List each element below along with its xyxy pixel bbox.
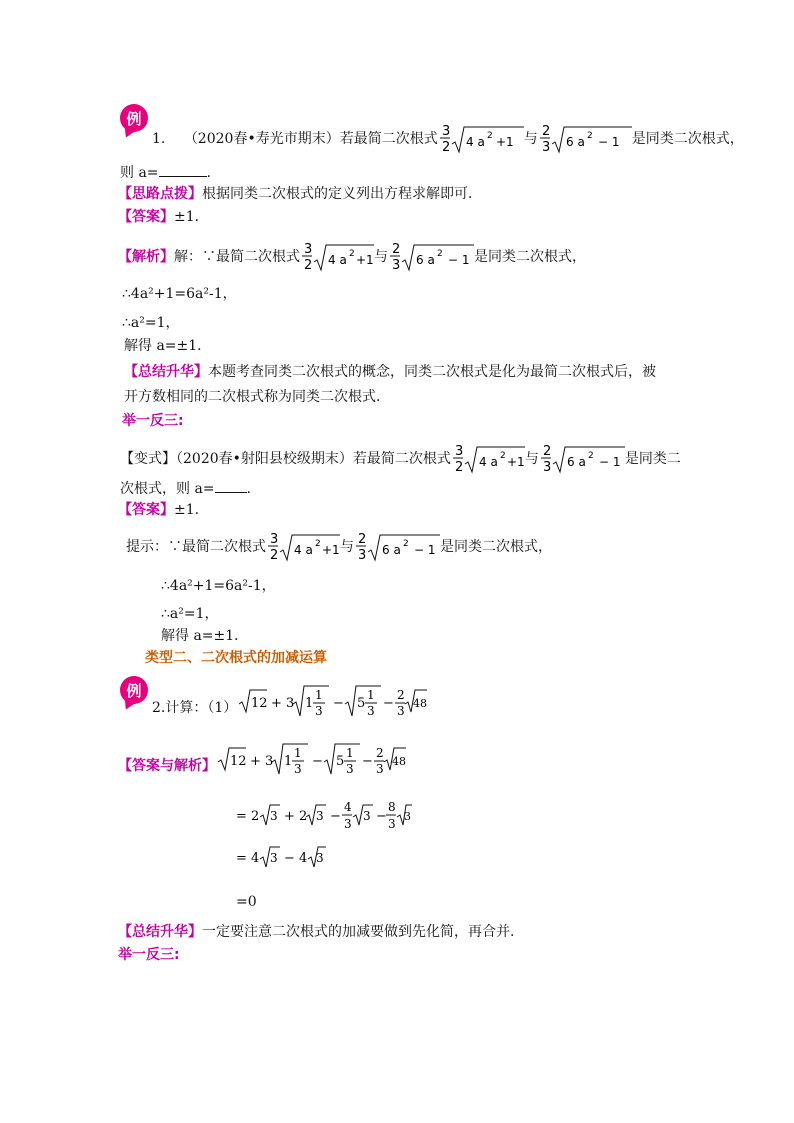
svg-text:48: 48 <box>413 697 428 710</box>
svg-text:12: 12 <box>230 754 247 769</box>
answer-blank[interactable] <box>159 162 207 177</box>
question-text: 若最简二次根式 <box>339 131 438 147</box>
question-text-end: 是同类二次根式， <box>631 131 744 147</box>
svg-text:4 a: 4 a <box>478 455 498 469</box>
expression-compute <box>216 740 406 780</box>
conj-and: 与 <box>374 249 388 265</box>
svg-text:3: 3 <box>294 762 302 776</box>
answer-tag: 【答案】 <box>118 209 174 225</box>
svg-text:2: 2 <box>392 242 401 257</box>
svg-text:2: 2 <box>270 548 279 563</box>
example-badge: 例 <box>120 104 148 132</box>
solution-step-3: 解得 a=±1． <box>124 338 212 354</box>
svg-text:3: 3 <box>367 704 375 718</box>
svg-text:8: 8 <box>388 800 396 814</box>
period: . <box>206 165 211 181</box>
summary-2-tag: 【总结升华】 <box>118 924 202 940</box>
svg-text:2: 2 <box>304 258 313 273</box>
summary-tag: 【总结升华】 <box>124 364 208 380</box>
expression-step-b <box>236 840 326 874</box>
step-c: =0 <box>236 894 257 910</box>
svg-text:3: 3 <box>316 851 324 865</box>
svg-text:= 4: = 4 <box>236 851 260 866</box>
period: . <box>246 481 251 497</box>
svg-text:−: − <box>330 809 341 824</box>
svg-text:−: − <box>312 754 323 769</box>
summary-line-1 <box>124 362 656 382</box>
svg-text:3: 3 <box>454 444 464 459</box>
tip-step-2: ∴a²=1， <box>161 606 219 622</box>
answer-text: ±1． <box>174 209 209 225</box>
svg-text:−: − <box>362 754 373 769</box>
svg-text:3: 3 <box>404 810 411 823</box>
hint-tag: 【思路点拨】 <box>118 186 202 202</box>
expression-step-a <box>236 795 412 835</box>
tip-text-end: 是同类二次根式， <box>440 539 552 555</box>
svg-text:2: 2 <box>403 539 409 549</box>
answer-line <box>118 207 209 227</box>
radical-expression-b <box>354 530 440 564</box>
solution-line <box>118 240 586 274</box>
svg-text:48: 48 <box>392 755 406 768</box>
solution-tag: 【解析】 <box>118 249 174 265</box>
practice-heading-2: 举一反三: <box>118 947 180 963</box>
svg-text:−: − <box>383 696 395 711</box>
svg-text:− 1: − 1 <box>414 543 436 557</box>
tip-text: 提示：∵最简二次根式 <box>126 539 266 555</box>
svg-text:6 a: 6 a <box>565 135 585 149</box>
svg-text:+ 2: + 2 <box>284 809 308 824</box>
svg-text:4 a: 4 a <box>294 543 313 557</box>
svg-text:4: 4 <box>344 800 352 814</box>
summary-2-line <box>118 922 514 942</box>
svg-text:−: − <box>376 809 387 824</box>
svg-text:2: 2 <box>499 451 506 461</box>
svg-text:3: 3 <box>363 809 371 823</box>
summary-line-2: 开方数相同的二次根式称为同类二次根式． <box>124 389 390 405</box>
variant-source: （2020春•射阳县校级期末） <box>176 451 353 467</box>
svg-text:2: 2 <box>349 249 355 259</box>
conj-and: 与 <box>340 539 354 555</box>
step-a <box>236 795 412 835</box>
svg-text:6 a: 6 a <box>416 253 435 267</box>
hint-line <box>118 184 482 204</box>
svg-text:2: 2 <box>315 539 321 549</box>
variant-text-end: 是同类二 <box>624 451 681 467</box>
variant-answer-blank[interactable] <box>215 478 247 493</box>
radical-expression-b <box>539 442 625 476</box>
radical-expression-a <box>300 240 374 274</box>
svg-text:3: 3 <box>358 548 367 563</box>
svg-text:2: 2 <box>486 131 493 141</box>
svg-text:1: 1 <box>284 754 293 769</box>
svg-text:1: 1 <box>294 746 302 760</box>
svg-text:2: 2 <box>397 688 405 702</box>
summary-text: 本题考查同类二次根式的概念，同类二次根式是化为最简二次根式后，被 <box>208 364 656 380</box>
svg-text:3: 3 <box>304 242 313 257</box>
svg-text:2: 2 <box>358 532 367 547</box>
svg-text:+1: +1 <box>356 253 374 267</box>
practice-heading: 举一反三: <box>122 413 184 429</box>
svg-text:3: 3 <box>270 851 278 865</box>
svg-text:3: 3 <box>270 809 278 823</box>
hint-text: 根据同类二次根式的定义列出方程求解即可． <box>202 186 482 202</box>
svg-text:= 2: = 2 <box>236 809 260 824</box>
svg-text:2: 2 <box>454 460 464 475</box>
svg-text:+ 3: + 3 <box>250 754 274 769</box>
conj-and: 与 <box>523 131 538 147</box>
svg-text:+ 3: + 3 <box>271 696 295 711</box>
question-line <box>152 122 744 156</box>
svg-text:3: 3 <box>541 140 550 155</box>
variant-answer-line <box>118 500 199 520</box>
svg-text:2: 2 <box>587 451 594 461</box>
section-heading: 类型二、二次根式的加减运算 <box>145 650 327 666</box>
solution-text: 解：∵最简二次根式 <box>174 249 300 265</box>
svg-text:+1: +1 <box>322 543 340 557</box>
question-line-2 <box>120 162 211 183</box>
svg-text:3: 3 <box>397 704 405 718</box>
svg-text:3: 3 <box>316 809 324 823</box>
variant-line <box>120 442 681 476</box>
svg-text:2: 2 <box>437 249 443 259</box>
svg-text:1: 1 <box>367 688 375 702</box>
expression-compute <box>237 682 427 722</box>
svg-text:3: 3 <box>315 704 323 718</box>
variant-answer-text: ±1. <box>174 502 200 518</box>
question-2-label: 2.计算：（1） <box>152 700 238 716</box>
svg-text:+1: +1 <box>506 455 525 469</box>
tip-line <box>126 530 552 564</box>
radical-expression-b <box>538 122 632 156</box>
variant-text: 若最简二次根式 <box>352 451 451 467</box>
svg-text:3: 3 <box>270 532 279 547</box>
solution-text-end: 是同类二次根式， <box>474 249 586 265</box>
summary-2-text: 一定要注意二次根式的加减要做到先化简，再合并. <box>202 924 515 940</box>
svg-text:5: 5 <box>357 696 366 711</box>
svg-text:12: 12 <box>251 696 268 711</box>
svg-text:3: 3 <box>376 762 384 776</box>
tip-step-3: 解得 a=±1． <box>161 628 249 644</box>
svg-text:1: 1 <box>305 696 314 711</box>
answer-analysis-tag: 【答案与解析】 <box>118 758 216 774</box>
svg-text:2: 2 <box>441 140 450 155</box>
tip-step-1: ∴4a²+1=6a²-1， <box>161 578 276 594</box>
example-badge: 例 <box>120 676 148 704</box>
svg-text:2: 2 <box>542 444 552 459</box>
variant-prompt: 次根式，则 a= <box>120 481 215 497</box>
svg-text:3: 3 <box>542 460 552 475</box>
radical-expression-a <box>266 530 340 564</box>
variant-line-2 <box>120 478 251 499</box>
svg-text:3: 3 <box>346 762 354 776</box>
svg-text:− 1: − 1 <box>448 253 470 267</box>
svg-text:4 a: 4 a <box>328 253 347 267</box>
svg-text:1: 1 <box>346 746 354 760</box>
svg-text:3: 3 <box>344 817 352 831</box>
radical-expression-a <box>451 442 525 476</box>
svg-text:2: 2 <box>541 124 550 139</box>
svg-text:2: 2 <box>586 131 593 141</box>
step-b <box>236 840 326 874</box>
svg-text:2: 2 <box>376 746 384 760</box>
svg-text:6 a: 6 a <box>566 455 586 469</box>
svg-text:4 a: 4 a <box>465 135 485 149</box>
svg-text:−: − <box>333 696 345 711</box>
variant-tag: 【变式】 <box>120 451 176 467</box>
answer-analysis-line <box>118 746 406 780</box>
question-number: 1. <box>152 131 166 147</box>
svg-text:− 1: − 1 <box>598 455 621 469</box>
radical-expression-b <box>388 240 474 274</box>
solution-step-2: ∴a²=1， <box>122 315 180 331</box>
svg-text:3: 3 <box>441 124 450 139</box>
radical-expression-a <box>438 122 524 156</box>
svg-text:3: 3 <box>388 817 396 831</box>
question-2-line <box>152 688 428 722</box>
conj-and: 与 <box>524 451 539 467</box>
svg-text:− 4: − 4 <box>284 851 308 866</box>
svg-text:− 1: − 1 <box>597 135 620 149</box>
question-source: （2020春•寿光市期末） <box>183 131 340 147</box>
svg-text:3: 3 <box>392 258 401 273</box>
svg-text:6 a: 6 a <box>382 543 401 557</box>
svg-text:1: 1 <box>315 688 323 702</box>
answer-prompt: 则 a= <box>120 165 159 181</box>
variant-answer-tag: 【答案】 <box>118 502 174 518</box>
svg-text:5: 5 <box>336 754 345 769</box>
solution-step-1: ∴4a²+1=6a²-1， <box>122 286 237 302</box>
svg-text:+1: +1 <box>495 135 514 149</box>
